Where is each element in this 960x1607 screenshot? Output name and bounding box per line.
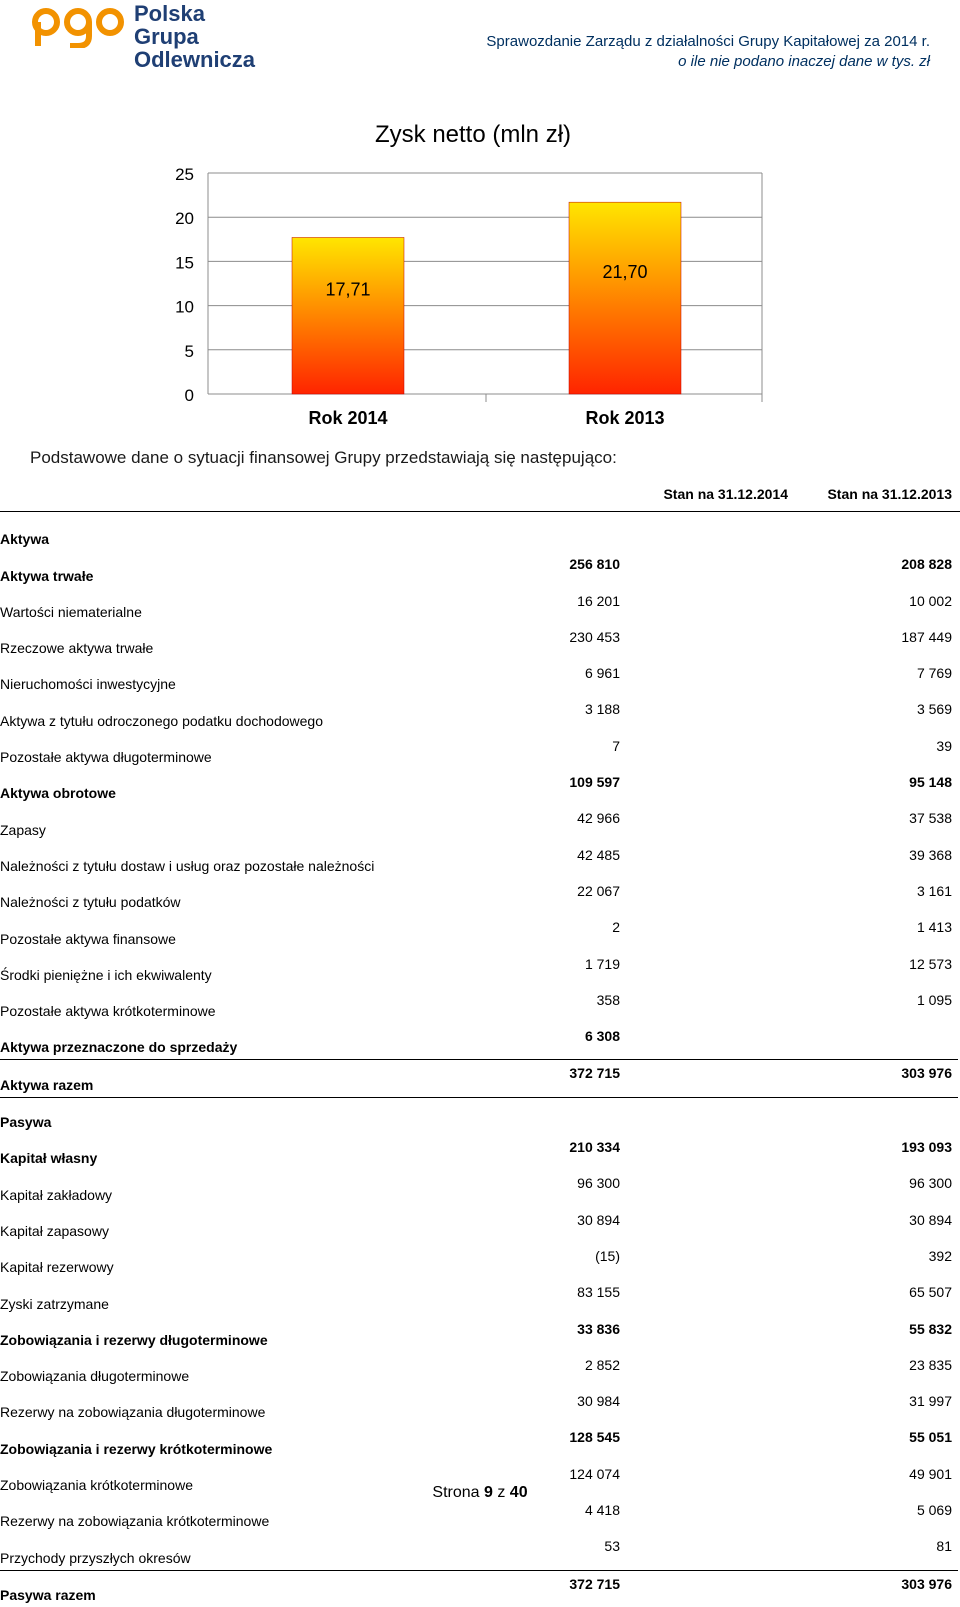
row-label: Aktywa razem <box>0 1060 450 1097</box>
y-tick-label: 0 <box>184 386 194 405</box>
value-2014: 6 308 <box>584 1028 620 1045</box>
value-2014: 33 836 <box>577 1320 620 1337</box>
value-2013: 303 976 <box>792 1060 958 1097</box>
row-label: Pasywa razem <box>0 1570 450 1607</box>
value-2014: 372 715 <box>450 1060 792 1097</box>
table-row <box>0 1170 958 1206</box>
intro-text: Podstawowe dane o sytuacji finansowej Grupy przedstawiają się następująco: <box>30 448 617 467</box>
value-2014: 96 300 <box>577 1175 620 1192</box>
row-label: Aktywa z tytułu odroczonego podatku dochodowego <box>0 712 323 729</box>
row-label: Środki pieniężne i ich ekwiwalenty <box>0 966 212 983</box>
value-2013: 303 976 <box>792 1570 958 1607</box>
value-2014: 6 961 <box>584 665 620 682</box>
balance-sheet-table <box>0 515 958 1607</box>
row-label: Kapitał zapasowy <box>0 1222 109 1239</box>
table-row <box>0 914 958 950</box>
header-divider <box>0 511 960 512</box>
table-row <box>0 1424 958 1460</box>
page-footer <box>0 1484 960 1502</box>
row-label: Pasywa <box>0 1097 450 1134</box>
value-2013 <box>792 515 958 551</box>
net-profit-chart <box>0 110 960 440</box>
value-2013: 23 835 <box>909 1356 952 1373</box>
value-2014: 358 <box>596 991 620 1008</box>
row-label: Aktywa przeznaczone do sprzedaży <box>0 1039 238 1056</box>
table-row <box>0 1533 958 1570</box>
value-2013: 49 901 <box>909 1465 952 1482</box>
value-2013: 1 095 <box>916 991 952 1008</box>
chart-title: Zysk netto (mln zł) <box>374 121 572 148</box>
value-2013 <box>792 1023 958 1060</box>
bar-data-label: 17,71 <box>325 279 371 300</box>
value-2014: 83 155 <box>577 1284 620 1301</box>
table-row <box>0 1023 958 1060</box>
value-2013: 12 573 <box>909 955 952 972</box>
value-2013: 392 <box>928 1247 952 1264</box>
value-2014: 256 810 <box>569 556 620 573</box>
table-row <box>0 551 958 587</box>
bar-1 <box>569 202 681 394</box>
table-row <box>0 515 958 551</box>
x-category-label: Rok 2014 <box>308 408 388 428</box>
table-row <box>0 1497 958 1533</box>
bar-0 <box>292 237 404 394</box>
row-label: Aktywa trwałe <box>0 567 94 584</box>
table-row <box>0 987 958 1023</box>
value-2014: 128 545 <box>569 1429 620 1446</box>
table-row <box>0 769 958 805</box>
row-label: Kapitał zakładowy <box>0 1186 113 1203</box>
footer-middle: z <box>492 1484 510 1501</box>
table-row <box>0 1316 958 1352</box>
report-title: Sprawozdanie Zarządu z działalności Grupy Kapitałowej za 2014 r. <box>486 33 930 50</box>
table-row <box>0 588 958 624</box>
table-row <box>0 1388 958 1424</box>
x-category-label: Rok 2013 <box>585 408 665 428</box>
row-label: Należności z tytułu dostaw i usług oraz pozostałe należności <box>0 857 375 874</box>
value-2013: 39 <box>936 737 952 754</box>
value-2014: 1 719 <box>584 955 620 972</box>
table-row <box>0 1134 958 1170</box>
table-row <box>0 624 958 660</box>
value-2013: 30 894 <box>909 1211 952 1228</box>
value-2014: 16 201 <box>577 592 620 609</box>
footer-prefix: Strona <box>432 1484 484 1501</box>
table-row <box>0 1570 958 1607</box>
row-label: Pozostałe aktywa długoterminowe <box>0 749 212 766</box>
value-2013: 208 828 <box>901 556 952 573</box>
row-label: Zobowiązania i rezerwy krótkoterminowe <box>0 1440 273 1457</box>
table-row <box>0 878 958 914</box>
value-2014: 2 <box>612 919 620 936</box>
table-row <box>0 1243 958 1279</box>
value-2014: 53 <box>604 1538 620 1555</box>
footer-page-total: 40 <box>509 1484 528 1501</box>
value-2014: 230 453 <box>569 628 620 645</box>
value-2014: 30 894 <box>577 1211 620 1228</box>
value-2013: 37 538 <box>909 810 952 827</box>
row-label: Zobowiązania krótkoterminowe <box>0 1477 193 1494</box>
row-label: Należności z tytułu podatków <box>0 894 181 911</box>
y-tick-label: 5 <box>184 341 194 361</box>
value-2014: 124 074 <box>569 1465 620 1482</box>
table-row <box>0 1097 958 1134</box>
row-label: Kapitał własny <box>0 1150 98 1167</box>
company-logo <box>30 1 256 72</box>
table-row <box>0 1352 958 1388</box>
value-2013: 187 449 <box>901 628 952 645</box>
row-label: Rzeczowe aktywa trwałe <box>0 640 154 657</box>
table-row <box>0 660 958 696</box>
row-label: Nieruchomości inwestycyjne <box>0 676 176 693</box>
value-2013: 96 300 <box>909 1175 952 1192</box>
bar-data-label: 21,70 <box>602 262 648 283</box>
value-2014 <box>450 1097 792 1134</box>
units-note: o ile nie podano inaczej dane w tys. zł <box>678 53 930 70</box>
table-row <box>0 951 958 987</box>
value-2014: 109 597 <box>569 774 620 791</box>
logo-line-1: Polska Grupa <box>134 1 205 49</box>
value-2013: 7 769 <box>916 665 952 682</box>
value-2014: 30 984 <box>577 1393 620 1410</box>
row-label: Przychody przyszłych okresów <box>0 1549 191 1566</box>
table-row <box>0 1060 958 1097</box>
table-row <box>0 1207 958 1243</box>
row-label: Zobowiązania długoterminowe <box>0 1368 190 1385</box>
value-2013: 65 507 <box>909 1284 952 1301</box>
value-2013: 39 368 <box>909 846 952 863</box>
value-2014: 42 966 <box>577 810 620 827</box>
row-label: Zobowiązania i rezerwy długoterminowe <box>0 1331 268 1348</box>
table-row <box>0 1279 958 1315</box>
row-label: Aktywa obrotowe <box>0 785 116 802</box>
value-2013: 3 161 <box>916 882 952 899</box>
table-row <box>0 805 958 841</box>
row-label: Wartości niematerialne <box>0 603 142 620</box>
footer-page-number: 9 <box>484 1484 493 1501</box>
value-2013: 10 002 <box>909 592 952 609</box>
value-2014: 4 418 <box>584 1502 620 1519</box>
value-2013: 193 093 <box>901 1139 952 1156</box>
value-2013: 5 069 <box>916 1502 952 1519</box>
value-2013: 31 997 <box>909 1393 952 1410</box>
value-2013: 55 832 <box>909 1320 952 1337</box>
logo-line-2: Odlewnicza <box>134 47 256 72</box>
value-2014: 372 715 <box>450 1570 792 1607</box>
table-row <box>0 696 958 732</box>
value-2014: (15) <box>595 1247 620 1264</box>
table-row <box>0 842 958 878</box>
row-label: Rezerwy na zobowiązania krótkoterminowe <box>0 1513 270 1530</box>
y-tick-label: 15 <box>175 253 194 273</box>
value-2013: 95 148 <box>909 774 952 791</box>
value-2014: 210 334 <box>569 1139 620 1156</box>
value-2014: 42 485 <box>577 846 620 863</box>
value-2013: 55 051 <box>909 1429 952 1446</box>
value-2014: 7 <box>612 737 620 754</box>
row-label: Pozostałe aktywa finansowe <box>0 930 176 947</box>
y-tick-label: 25 <box>175 165 194 184</box>
column-header-2013: Stan na 31.12.2013 <box>827 486 952 502</box>
value-2014: 3 188 <box>584 701 620 718</box>
row-label: Aktywa <box>0 531 50 548</box>
row-label: Kapitał rezerwowy <box>0 1259 114 1276</box>
table-row <box>0 733 958 769</box>
y-tick-label: 20 <box>175 209 194 229</box>
pgo-logo-mark-icon <box>30 2 130 48</box>
value-2013 <box>792 1097 958 1134</box>
value-2013: 3 569 <box>916 701 952 718</box>
value-2014 <box>450 515 792 551</box>
column-header-2014: Stan na 31.12.2014 <box>663 486 788 502</box>
value-2014: 22 067 <box>577 882 620 899</box>
row-label: Rezerwy na zobowiązania długoterminowe <box>0 1404 266 1421</box>
row-label: Pozostałe aktywa krótkoterminowe <box>0 1003 216 1020</box>
row-label: Zyski zatrzymane <box>0 1295 109 1312</box>
value-2013: 81 <box>936 1538 952 1555</box>
y-tick-label: 10 <box>175 297 194 317</box>
row-label: Zapasy <box>0 821 46 838</box>
logo-wordmark <box>134 2 255 71</box>
value-2014: 2 852 <box>584 1356 620 1373</box>
value-2013: 1 413 <box>916 919 952 936</box>
